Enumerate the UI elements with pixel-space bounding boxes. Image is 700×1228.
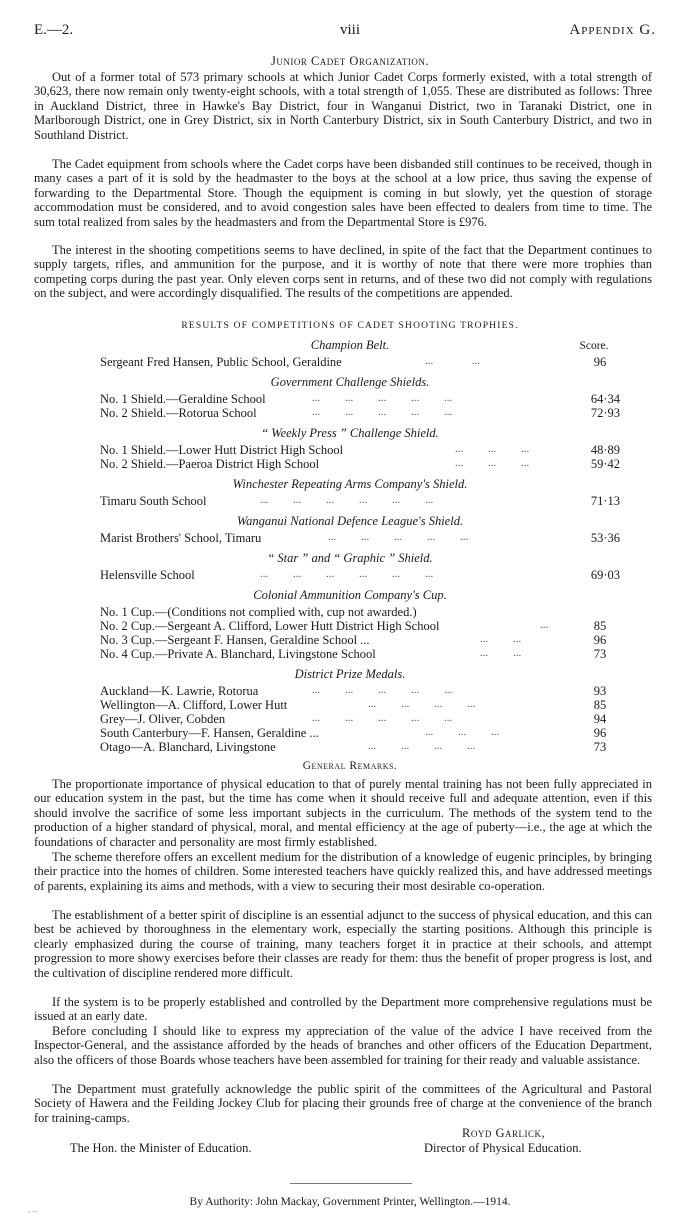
result-row [100, 647, 620, 661]
competition-title: Wanganui National Defence League's Shield. [236, 514, 464, 528]
intro-paragraph: The Cadet equipment from schools where the Cadet corps have been disbanded still continues to be received, though in many cases a part of it is sold by the headmaster to the boys at the school at a low price, thus saving the expense of forwarding to the Departmental Store. Though the equipment is coming in but slowly, yet the question of storage accommodation must be considered, and to avoid congestion sales have been effected to dealers from time to time. The sum total realized from sales by the headmasters and from the Departmental Store is £976. [34, 157, 652, 229]
section-title: Junior Cadet Organization. [270, 54, 430, 68]
result-score: 93 [593, 684, 607, 698]
result-name: No. 2 Shield.—Rotorua School [100, 406, 257, 420]
result-row [100, 443, 620, 457]
result-name: No. 1 Cup.—(Conditions not complied with, cup not awarded.) [100, 605, 417, 619]
leader-dots: ... ... ... ... ... ... [260, 494, 434, 506]
leader-dots: ... ... ... ... [368, 698, 476, 710]
result-row [100, 457, 620, 471]
result-score: 85 [593, 698, 607, 712]
results-title: RESULTS OF COMPETITIONS OF CADET SHOOTING TROPHIES. [181, 321, 519, 331]
remarks-title: General Remarks. [302, 760, 398, 772]
remarks-paragraph: The establishment of a better spirit of discipline is an essential adjunct to the success of physical education, and this can best be achieved by thoroughness in the elementary work, especially the starting positions. Although this principle is clearly emphasized during the course of training, many teachers forget it in practice at their schools, and attempt progression to more showy exercises before their classes are ready for them: thus the benefit of proper progress is lost, and the cultivation of discipline rendered more difficult. [34, 908, 652, 980]
result-score: 53·36 [590, 531, 620, 545]
result-row [100, 406, 620, 420]
leader-dots: ... ... ... ... [368, 740, 476, 752]
result-row [100, 568, 620, 582]
score-column-header: Score. [579, 340, 609, 352]
result-score: 96 [593, 633, 607, 647]
competition-title: “ Weekly Press ” Challenge Shield. [261, 426, 439, 440]
result-row [100, 605, 620, 619]
leader-dots: ... ... [425, 355, 480, 367]
result-score: 71·13 [590, 494, 620, 508]
result-row [100, 698, 620, 712]
result-name: No. 3 Cup.—Sergeant F. Hansen, Geraldine School ... [100, 633, 370, 647]
remarks-paragraph: Before concluding I should like to express my appreciation of the value of the advice I have received from the Inspector-General, and the assistance afforded by the heads of branches and other officers of the Education Department, also the officers of those Boards whose teachers have been assembled for training for their ready and valuable assistance. [34, 1024, 652, 1067]
addressee: The Hon. the Minister of Education. [70, 1141, 252, 1155]
result-name: Marist Brothers' School, Timaru [100, 531, 262, 545]
result-name: No. 4 Cup.—Private A. Blanchard, Livingstone School [100, 647, 376, 661]
leader-dots: ... ... [480, 633, 522, 645]
leader-dots: ... ... ... [425, 726, 500, 738]
result-name: No. 1 Shield.—Lower Hutt District High School [100, 443, 344, 457]
result-score: 59·42 [590, 457, 620, 471]
leader-dots: ... ... [480, 647, 522, 659]
result-score: 69·03 [590, 568, 620, 582]
competition-title: District Prize Medals. [294, 667, 406, 681]
result-score: 73 [593, 647, 607, 661]
result-name: Otago—A. Blanchard, Livingstone [100, 740, 276, 754]
result-row [100, 740, 620, 754]
leader-dots: ... ... ... [455, 457, 530, 469]
leader-dots: ... ... ... ... ... ... [260, 568, 434, 580]
leader-dots: ... ... ... ... ... [328, 531, 469, 543]
footer-rule [290, 1183, 412, 1184]
competition-title: Champion Belt. [310, 338, 390, 352]
result-name: Auckland—K. Lawrie, Rotorua [100, 684, 259, 698]
competition-title: Winchester Repeating Arms Company's Shield. [232, 477, 468, 491]
result-score: 85 [593, 619, 607, 633]
page-number: viii [339, 22, 360, 38]
printer-imprint: By Authority: John Mackay, Government Printer, Wellington.—1914. [189, 1196, 511, 1208]
result-row [100, 633, 620, 647]
result-row [100, 494, 620, 508]
result-name: No. 2 Cup.—Sergeant A. Clifford, Lower Hutt District High School [100, 619, 440, 633]
intro-paragraph: Out of a former total of 573 primary schools at which Junior Cadet Corps formerly existed, with a total strength of 30,623, there now remain only twenty-eight schools, with a total strength of 1,055. These are distributed as follows: Three in Auckland District, three in Hawke's Bay District, four in Wanganui District, two in Taranaki District, one in Marlborough District, one in Grey District, six in North Canterbury District, six in South Canterbury District, and two in Southland District. [34, 70, 652, 142]
result-name: Timaru South School [100, 494, 207, 508]
competition-title: Government Challenge Shields. [270, 375, 430, 389]
result-row [100, 684, 620, 698]
result-score: 64·34 [590, 392, 620, 406]
result-name: Grey—J. Oliver, Cobden [100, 712, 226, 726]
result-row [100, 355, 620, 369]
print-mark: , ... [28, 1205, 38, 1214]
remarks-paragraph: The Department must gratefully acknowledge the public spirit of the committees of the Agricultural and Pastoral Society of Hawera and the Feilding Jockey Club for placing their grounds free of charge at the convenience of the branch for training-camps. [34, 1082, 652, 1125]
result-name: South Canterbury—F. Hansen, Geraldine ... [100, 726, 319, 740]
leader-dots: ... ... ... ... ... [312, 712, 453, 724]
leader-dots: ... ... ... ... ... [312, 406, 453, 418]
result-row [100, 392, 620, 406]
result-score: 48·89 [590, 443, 620, 457]
result-score: 96 [593, 726, 607, 740]
remarks-paragraph: The scheme therefore offers an excellent medium for the distribution of a knowledge of eugenic principles, by bringing their practice into the homes of children. Some interested teachers have quickly realized this, and have addressed meetings of parents, explaining its aims and methods, with a view to securing their most desirable co-operation. [34, 850, 652, 893]
competition-title: “ Star ” and “ Graphic ” Shield. [267, 551, 433, 565]
result-name: Wellington—A. Clifford, Lower Hutt [100, 698, 288, 712]
result-row [100, 531, 620, 545]
result-score: 72·93 [590, 406, 620, 420]
remarks-paragraph: The proportionate importance of physical education to that of purely mental training has not been fully appreciated in our education system in the past, but the time has come when it should receive full and adequate attention, even if this should involve the sacrifice of some less important subjects in the curriculum. The methods of the system tend to the production of a higher standard of physical, moral, and mental efficiency at the age of puberty—i.e., the age at which the foundations of character and personality are most firmly established. [34, 777, 652, 849]
competition-title: Colonial Ammunition Company's Cup. [253, 588, 447, 602]
leader-dots: ... ... ... [455, 443, 530, 455]
remarks-paragraph: If the system is to be properly established and controlled by the Department more comprehensive regulations must be issued at an early date. [34, 995, 652, 1024]
result-name: Helensville School [100, 568, 195, 582]
result-score: 94 [593, 712, 607, 726]
appendix-label: Appendix G. [569, 22, 656, 38]
result-name: No. 2 Shield.—Paeroa District High School [100, 457, 320, 471]
leader-dots: ... ... ... ... ... [312, 684, 453, 696]
result-score: 96 [593, 355, 607, 369]
result-name: Sergeant Fred Hansen, Public School, Geraldine [100, 355, 342, 369]
signatory-name: Royd Garlick, [462, 1126, 546, 1140]
result-row [100, 712, 620, 726]
leader-dots: ... ... ... ... ... [312, 392, 453, 404]
result-score: 73 [593, 740, 607, 754]
leader-dots: ... [540, 619, 549, 631]
page-reference: E.—2. [34, 22, 74, 38]
signatory-title: Director of Physical Education. [424, 1141, 582, 1155]
result-row [100, 726, 620, 740]
intro-paragraph: The interest in the shooting competitions seems to have declined, in spite of the fact that the Department continues to supply targets, rifles, and ammunition for the purpose, and it is worthy of note that there were more trophies than competing corps during the past year. Only eleven corps sent in returns, and of these two did not comply with regulations on the subject, and were accordingly disqualified. The results of the competitions are appended. [34, 243, 652, 301]
result-name: No. 1 Shield.—Geraldine School [100, 392, 266, 406]
result-row [100, 619, 620, 633]
